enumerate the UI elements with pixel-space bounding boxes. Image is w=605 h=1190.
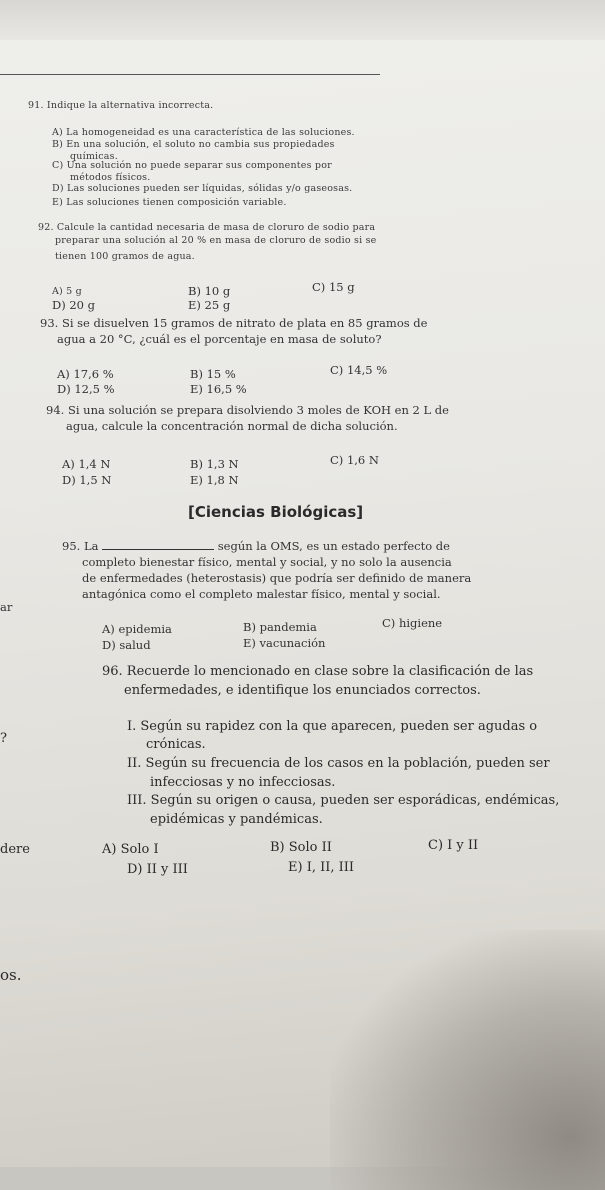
q95-option-d: D) salud — [102, 638, 151, 652]
q96-statement-3-cont: epidémicas y pandémicas. — [150, 812, 323, 827]
section-heading: [Ciencias Biológicas] — [188, 503, 364, 521]
q92-option-c: C) 15 g — [312, 280, 355, 294]
q93-line2: agua a 20 °C, ¿cuál es el porcentaje en masa de soluto? — [57, 332, 382, 346]
q95-start-text: 95. La — [62, 539, 99, 553]
page-top-edge — [0, 0, 605, 40]
margin-fragment-dere: dere — [0, 842, 30, 857]
q95-option-b: B) pandemia — [243, 620, 317, 634]
q96-option-b: B) Solo II — [270, 840, 332, 855]
q91-option-d: D) Las soluciones pueden ser líquidas, sólidas y/o gaseosas. — [52, 183, 353, 194]
q94-option-a: A) 1,4 N — [62, 457, 111, 471]
q95-rest: según la OMS, es un estado perfecto de — [217, 539, 450, 553]
q93-option-c: C) 14,5 % — [330, 363, 388, 377]
q92-line3: tienen 100 gramos de agua. — [55, 251, 195, 262]
q94-option-d: D) 1,5 N — [62, 473, 112, 487]
q96-option-e: E) I, II, III — [288, 860, 355, 875]
q96-statement-1-cont: crónicas. — [146, 737, 206, 752]
margin-fragment-ar: ar — [0, 600, 13, 614]
section-rule — [0, 74, 380, 75]
q95-option-a: A) epidemia — [102, 622, 172, 636]
q92-option-b: B) 10 g — [188, 284, 231, 298]
q93-option-e: E) 16,5 % — [190, 382, 247, 396]
q94-line1: 94. Si una solución se prepara disolviendo 3 moles de KOH en 2 L de — [46, 403, 449, 417]
q92-line2: preparar una solución al 20 % en masa de cloruro de sodio si se — [55, 235, 377, 246]
q96-statement-3: III. Según su origen o causa, pueden ser esporádicas, endémicas, — [127, 793, 560, 808]
q95-line2: completo bienestar físico, mental y social, y no solo la ausencia — [82, 555, 452, 569]
q91-option-b: B) En una solución, el soluto no cambia sus propiedades — [52, 139, 335, 150]
q94-option-e: E) 1,8 N — [190, 473, 239, 487]
q96-option-d: D) II y III — [127, 862, 188, 877]
q95-option-e: E) vacunación — [243, 636, 326, 650]
q91-option-b-cont: químicas. — [70, 151, 118, 162]
q96-line1: 96. Recuerde lo mencionado en clase sobre la clasificación de las — [102, 664, 534, 679]
margin-fragment-os: os. — [0, 966, 22, 984]
photo-shadow — [330, 930, 605, 1190]
q91-option-e: E) Las soluciones tienen composición variable. — [52, 197, 287, 208]
q95-blank — [102, 539, 214, 550]
q91-option-c: C) Una solución no puede separar sus componentes por — [52, 160, 332, 171]
q95-start — [62, 539, 450, 553]
q95-option-c: C) higiene — [382, 616, 443, 630]
q94-option-c: C) 1,6 N — [330, 453, 379, 467]
q96-option-a: A) Solo I — [102, 842, 159, 857]
q93-option-d: D) 12,5 % — [57, 382, 115, 396]
q96-statement-2-cont: infecciosas y no infecciosas. — [150, 775, 336, 790]
q96-statement-2: II. Según su frecuencia de los casos en la población, pueden ser — [127, 756, 550, 771]
q93-line1: 93. Si se disuelven 15 gramos de nitrato de plata en 85 gramos de — [40, 316, 428, 330]
q95-line4: antagónica como el completo malestar físico, mental y social. — [82, 587, 441, 601]
q92-option-d: D) 20 g — [52, 298, 96, 312]
q96-statement-1: I. Según su rapidez con la que aparecen, pueden ser agudas o — [127, 719, 538, 734]
q92-option-e: E) 25 g — [188, 298, 231, 312]
q91-option-a: A) La homogeneidad es una característica de las soluciones. — [52, 127, 355, 138]
q92-option-a: A) 5 g — [52, 286, 82, 297]
margin-fragment-q: ? — [0, 731, 7, 746]
q91-option-c-cont: métodos físicos. — [70, 172, 151, 183]
q93-option-b: B) 15 % — [190, 367, 236, 381]
q96-option-c: C) I y II — [428, 838, 479, 853]
q94-option-b: B) 1,3 N — [190, 457, 239, 471]
q96-line2: enfermedades, e identifique los enunciados correctos. — [124, 683, 481, 698]
q92-line1: 92. Calcule la cantidad necesaria de masa de cloruro de sodio para — [38, 222, 376, 233]
q94-line2: agua, calcule la concentración normal de dicha solución. — [66, 419, 398, 433]
q95-line3: de enfermedades (heterostasis) que podría ser definido de manera — [82, 571, 472, 585]
q93-option-a: A) 17,6 % — [57, 367, 114, 381]
q91-question: 91. Indique la alternativa incorrecta. — [28, 100, 214, 111]
